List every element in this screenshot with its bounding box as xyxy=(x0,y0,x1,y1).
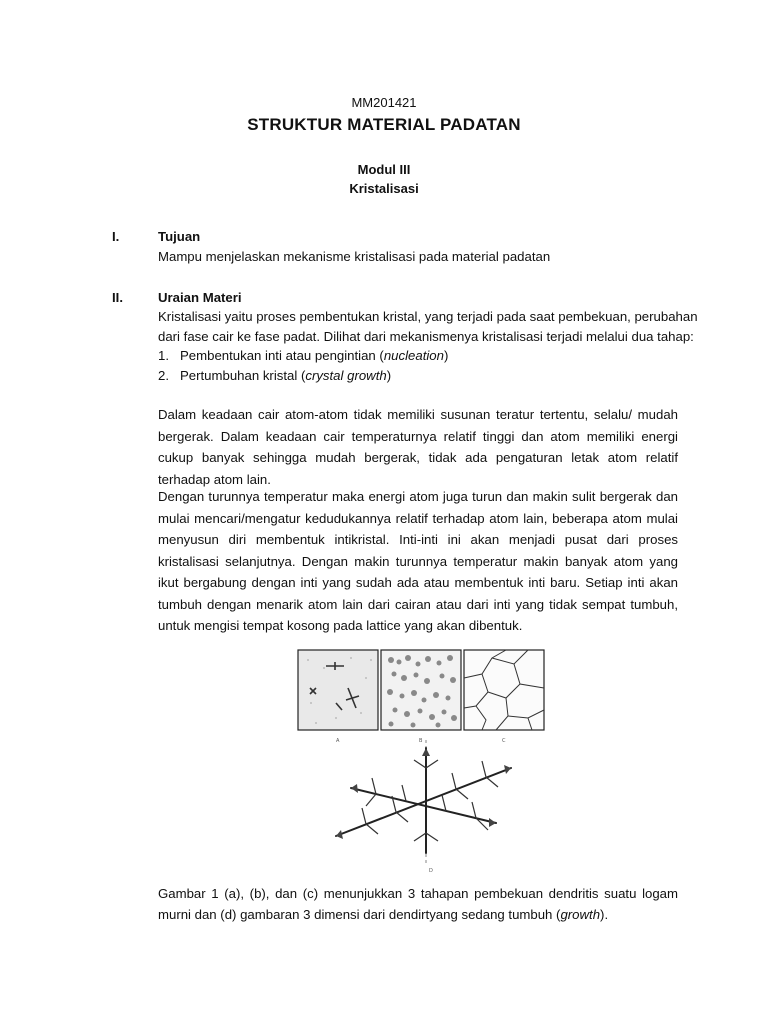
list-item-2: Pertumbuhan kristal (crystal growth) xyxy=(180,368,392,383)
panel-label-d: D xyxy=(429,868,433,874)
panel-d-dendrite-3d xyxy=(336,740,511,866)
list-item-1: Pembentukan inti atau pengintian (nucleation) xyxy=(180,348,449,363)
paragraph-2: Dengan turunnya temperatur maka energi atom juga turun dan makin sulit bergerak dan mulai mencari/mengatur kedudukannya relatif terhadap atom lain, beberapa atom mulai menyusun diri membentuk intikristal. Inti-inti ini akan menjadi pusat dari proses kristalisasi selanjutnya. Dengan makin turunnya temperatur makin banyak atom yang ikut bergabung dengan inti yang sudah ada atau membentuk inti baru. Setiap inti akan tumbuh dengan menarik atom lain dari cairan atau dari inti yang tidak sempat tumbuh, untuk mengisi tempat kosong pada lattice yang akan dibentuk. xyxy=(158,489,678,633)
section-1-text: Mampu menjelaskan mekanisme kristalisasi pada material padatan xyxy=(158,249,551,264)
course-code: MM201421 xyxy=(351,95,417,110)
section-2-heading: Uraian Materi xyxy=(158,290,242,305)
list-item-1-number: 1. xyxy=(158,348,169,363)
list-item-1-term: nucleation xyxy=(383,348,444,363)
dendritic-solidification-figure xyxy=(296,648,546,876)
panel-label-c: C xyxy=(502,738,506,744)
list-item-2-term: crystal growth xyxy=(305,368,387,383)
section-1-number: I. xyxy=(112,229,120,244)
document-title: STRUKTUR MATERIAL PADATAN xyxy=(247,115,521,134)
caption-term: growth xyxy=(560,907,601,922)
paragraph-1: Dalam keadaan cair atom-atom tidak memiliki susunan teratur tertentu, selalu/ mudah bergerak. Dalam keadaan cair temperaturnya relatif tinggi dan atom memiliki energi cukup banyak sehingga mudah bergerak, tidak ada pengaturan letak atom relatif terhadap atom lain. xyxy=(158,407,678,487)
section-2-number: II. xyxy=(112,290,123,305)
panel-b-growth xyxy=(381,650,461,730)
section-1-heading: Tujuan xyxy=(158,229,201,244)
module-subtitle: Kristalisasi xyxy=(349,181,419,196)
figure-caption: Gambar 1 (a), (b), dan (c) menunjukkan 3 tahapan pembekuan dendritis suatu logam murni dan (d) gambaran 3 dimensi dari dendirtyang sedang tumbuh (growth). xyxy=(158,886,678,922)
panel-a-nucleation xyxy=(298,650,378,730)
panel-label-b: B xyxy=(419,738,423,744)
list-item-2-number: 2. xyxy=(158,368,169,383)
panel-c-grains xyxy=(464,650,544,730)
panel-label-a: A xyxy=(336,738,340,744)
intro-line-1: Kristalisasi yaitu proses pembentukan kristal, yang terjadi pada saat pembekuan, perubahan xyxy=(158,309,698,324)
module-label: Modul III xyxy=(357,162,411,177)
intro-line-2: dari fase cair ke fase padat. Dilihat dari mekanismenya kristalisasi terjadi melalui dua tahap: xyxy=(158,329,694,344)
